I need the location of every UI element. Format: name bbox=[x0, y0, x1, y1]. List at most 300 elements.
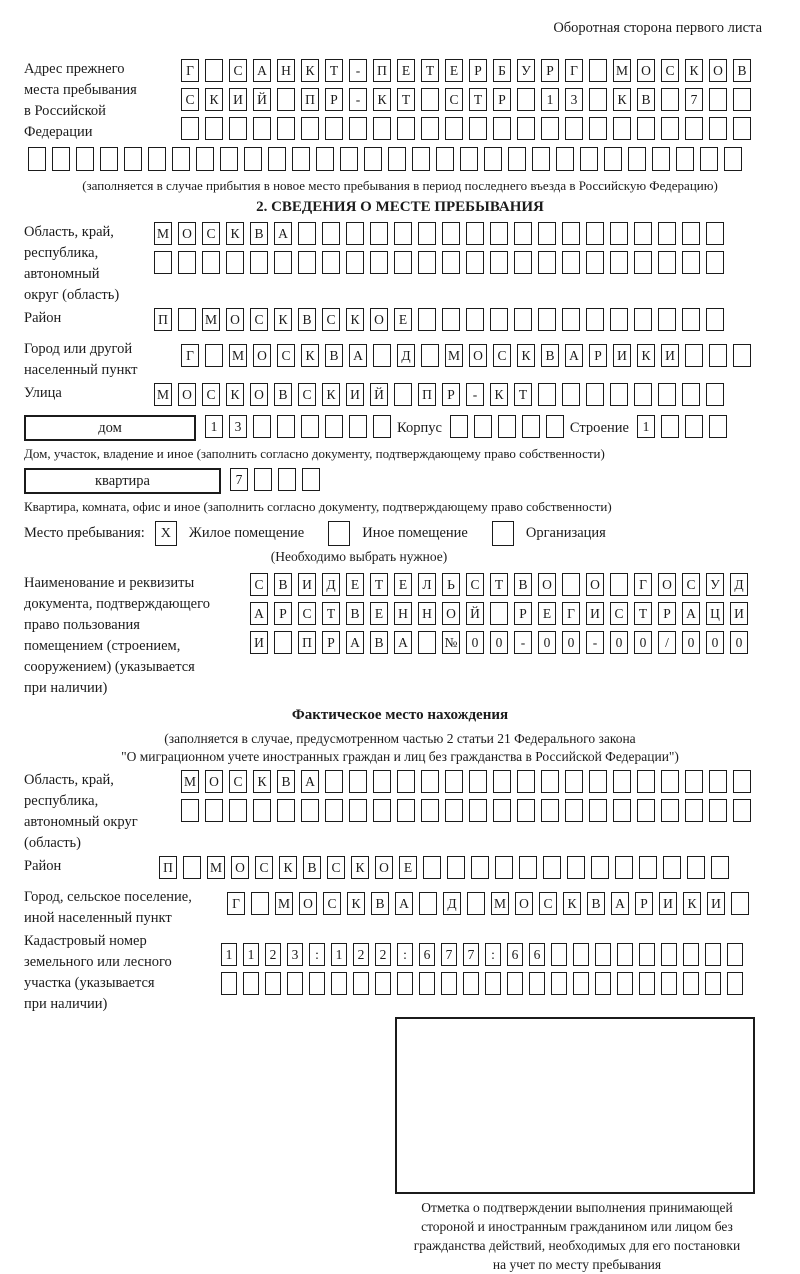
char-box[interactable]: С bbox=[610, 602, 628, 625]
char-box[interactable] bbox=[292, 147, 310, 171]
char-box[interactable] bbox=[676, 147, 694, 171]
char-box[interactable]: С bbox=[202, 222, 220, 245]
char-box[interactable] bbox=[727, 943, 743, 966]
char-box[interactable]: С bbox=[322, 308, 340, 331]
char-box[interactable] bbox=[397, 117, 415, 140]
char-box[interactable] bbox=[705, 972, 721, 995]
char-box[interactable]: П bbox=[373, 59, 391, 82]
char-box[interactable] bbox=[709, 117, 727, 140]
char-box[interactable] bbox=[565, 117, 583, 140]
char-box[interactable]: В bbox=[274, 573, 292, 596]
char-box[interactable] bbox=[709, 88, 727, 111]
char-box[interactable] bbox=[421, 344, 439, 367]
char-box[interactable] bbox=[397, 799, 415, 822]
char-box[interactable]: 0 bbox=[610, 631, 628, 654]
char-box[interactable] bbox=[373, 117, 391, 140]
char-box[interactable]: Т bbox=[490, 573, 508, 596]
char-box[interactable]: К bbox=[226, 222, 244, 245]
char-box[interactable] bbox=[277, 415, 295, 438]
char-box[interactable]: Ь bbox=[442, 573, 460, 596]
char-box[interactable]: 0 bbox=[490, 631, 508, 654]
char-box[interactable] bbox=[541, 799, 559, 822]
char-box[interactable]: И bbox=[346, 383, 364, 406]
char-box[interactable]: Й bbox=[466, 602, 484, 625]
char-box[interactable] bbox=[610, 308, 628, 331]
char-box[interactable] bbox=[517, 799, 535, 822]
char-box[interactable]: Е bbox=[538, 602, 556, 625]
char-box[interactable] bbox=[661, 415, 679, 438]
char-box[interactable]: 1 bbox=[205, 415, 223, 438]
char-box[interactable]: А bbox=[394, 631, 412, 654]
char-box[interactable] bbox=[705, 943, 721, 966]
char-box[interactable]: Г bbox=[227, 892, 245, 915]
char-box[interactable] bbox=[287, 972, 303, 995]
char-box[interactable]: : bbox=[485, 943, 501, 966]
char-box[interactable]: Н bbox=[277, 59, 295, 82]
char-box[interactable] bbox=[514, 251, 532, 274]
char-box[interactable]: Г bbox=[562, 602, 580, 625]
house-box[interactable]: дом bbox=[24, 415, 196, 441]
char-box[interactable] bbox=[466, 251, 484, 274]
char-box[interactable]: 7 bbox=[230, 468, 248, 491]
char-box[interactable] bbox=[373, 344, 391, 367]
char-box[interactable]: М bbox=[275, 892, 293, 915]
char-box[interactable]: Р bbox=[274, 602, 292, 625]
char-box[interactable]: - bbox=[349, 59, 367, 82]
char-box[interactable] bbox=[637, 770, 655, 793]
char-box[interactable] bbox=[661, 972, 677, 995]
char-box[interactable]: 6 bbox=[529, 943, 545, 966]
char-box[interactable]: К bbox=[279, 856, 297, 879]
char-box[interactable]: С bbox=[298, 383, 316, 406]
char-box[interactable] bbox=[709, 799, 727, 822]
char-box[interactable] bbox=[373, 799, 391, 822]
char-box[interactable] bbox=[229, 799, 247, 822]
char-box[interactable]: И bbox=[730, 602, 748, 625]
char-box[interactable]: О bbox=[375, 856, 393, 879]
char-box[interactable] bbox=[529, 972, 545, 995]
char-box[interactable] bbox=[573, 972, 589, 995]
char-box[interactable]: Г bbox=[634, 573, 652, 596]
char-box[interactable] bbox=[274, 631, 292, 654]
char-box[interactable]: О bbox=[469, 344, 487, 367]
char-box[interactable] bbox=[634, 383, 652, 406]
char-box[interactable] bbox=[604, 147, 622, 171]
char-box[interactable] bbox=[617, 972, 633, 995]
char-box[interactable] bbox=[244, 147, 262, 171]
char-box[interactable] bbox=[172, 147, 190, 171]
char-box[interactable]: С bbox=[277, 344, 295, 367]
char-box[interactable] bbox=[340, 147, 358, 171]
char-box[interactable] bbox=[349, 415, 367, 438]
char-box[interactable]: А bbox=[301, 770, 319, 793]
char-box[interactable] bbox=[394, 383, 412, 406]
char-box[interactable]: С bbox=[466, 573, 484, 596]
char-box[interactable]: О bbox=[250, 383, 268, 406]
char-box[interactable] bbox=[412, 147, 430, 171]
char-box[interactable]: О bbox=[442, 602, 460, 625]
char-box[interactable]: У bbox=[706, 573, 724, 596]
char-box[interactable] bbox=[731, 892, 749, 915]
char-box[interactable]: К bbox=[205, 88, 223, 111]
char-box[interactable]: 2 bbox=[353, 943, 369, 966]
char-box[interactable] bbox=[733, 117, 751, 140]
char-box[interactable] bbox=[532, 147, 550, 171]
char-box[interactable] bbox=[421, 770, 439, 793]
char-box[interactable] bbox=[658, 222, 676, 245]
char-box[interactable]: А bbox=[611, 892, 629, 915]
char-box[interactable] bbox=[711, 856, 729, 879]
char-box[interactable] bbox=[265, 972, 281, 995]
char-box[interactable] bbox=[485, 972, 501, 995]
char-box[interactable] bbox=[682, 383, 700, 406]
char-box[interactable]: Р bbox=[635, 892, 653, 915]
char-box[interactable] bbox=[661, 943, 677, 966]
char-box[interactable]: 0 bbox=[466, 631, 484, 654]
char-box[interactable]: 0 bbox=[538, 631, 556, 654]
char-box[interactable]: А bbox=[395, 892, 413, 915]
char-box[interactable] bbox=[253, 799, 271, 822]
char-box[interactable] bbox=[709, 770, 727, 793]
char-box[interactable] bbox=[301, 415, 319, 438]
char-box[interactable]: Т bbox=[469, 88, 487, 111]
char-box[interactable]: А bbox=[274, 222, 292, 245]
char-box[interactable]: Т bbox=[514, 383, 532, 406]
char-box[interactable] bbox=[221, 972, 237, 995]
char-box[interactable] bbox=[733, 88, 751, 111]
char-box[interactable] bbox=[349, 799, 367, 822]
char-box[interactable] bbox=[183, 856, 201, 879]
char-box[interactable] bbox=[573, 943, 589, 966]
char-box[interactable]: М bbox=[207, 856, 225, 879]
char-box[interactable]: И bbox=[661, 344, 679, 367]
char-box[interactable]: О bbox=[178, 222, 196, 245]
char-box[interactable] bbox=[469, 770, 487, 793]
char-box[interactable] bbox=[639, 856, 657, 879]
char-box[interactable] bbox=[683, 943, 699, 966]
char-box[interactable]: Д bbox=[730, 573, 748, 596]
char-box[interactable]: - bbox=[349, 88, 367, 111]
char-box[interactable]: М bbox=[181, 770, 199, 793]
char-box[interactable]: С bbox=[539, 892, 557, 915]
char-box[interactable] bbox=[229, 117, 247, 140]
char-box[interactable] bbox=[442, 251, 460, 274]
char-box[interactable] bbox=[250, 251, 268, 274]
char-box[interactable]: 7 bbox=[685, 88, 703, 111]
char-box[interactable]: К bbox=[322, 383, 340, 406]
char-box[interactable] bbox=[685, 415, 703, 438]
char-box[interactable] bbox=[706, 383, 724, 406]
char-box[interactable]: Т bbox=[322, 602, 340, 625]
char-box[interactable] bbox=[538, 308, 556, 331]
char-box[interactable] bbox=[277, 799, 295, 822]
char-box[interactable]: Е bbox=[397, 59, 415, 82]
char-box[interactable]: В bbox=[637, 88, 655, 111]
char-box[interactable]: 0 bbox=[682, 631, 700, 654]
char-box[interactable] bbox=[617, 943, 633, 966]
char-box[interactable] bbox=[423, 856, 441, 879]
char-box[interactable]: И bbox=[613, 344, 631, 367]
char-box[interactable]: П bbox=[418, 383, 436, 406]
char-box[interactable] bbox=[445, 770, 463, 793]
char-box[interactable]: О bbox=[586, 573, 604, 596]
char-box[interactable]: 1 bbox=[331, 943, 347, 966]
char-box[interactable]: С bbox=[229, 59, 247, 82]
char-box[interactable]: А bbox=[253, 59, 271, 82]
char-box[interactable]: В bbox=[587, 892, 605, 915]
char-box[interactable] bbox=[685, 117, 703, 140]
char-box[interactable] bbox=[514, 222, 532, 245]
char-box[interactable]: 3 bbox=[229, 415, 247, 438]
char-box[interactable] bbox=[538, 222, 556, 245]
char-box[interactable] bbox=[733, 799, 751, 822]
char-box[interactable] bbox=[610, 222, 628, 245]
char-box[interactable]: Г bbox=[181, 344, 199, 367]
char-box[interactable] bbox=[493, 799, 511, 822]
char-box[interactable]: В bbox=[274, 383, 292, 406]
char-box[interactable]: Д bbox=[397, 344, 415, 367]
char-box[interactable] bbox=[205, 59, 223, 82]
char-box[interactable] bbox=[469, 799, 487, 822]
char-box[interactable]: О bbox=[253, 344, 271, 367]
char-box[interactable] bbox=[661, 88, 679, 111]
char-box[interactable]: 2 bbox=[265, 943, 281, 966]
char-box[interactable]: 0 bbox=[706, 631, 724, 654]
char-box[interactable]: С bbox=[202, 383, 220, 406]
char-box[interactable] bbox=[205, 799, 223, 822]
char-box[interactable] bbox=[658, 308, 676, 331]
char-box[interactable] bbox=[610, 251, 628, 274]
char-box[interactable] bbox=[508, 147, 526, 171]
char-box[interactable]: М bbox=[491, 892, 509, 915]
char-box[interactable] bbox=[682, 308, 700, 331]
char-box[interactable] bbox=[353, 972, 369, 995]
char-box[interactable]: К bbox=[226, 383, 244, 406]
char-box[interactable]: 3 bbox=[287, 943, 303, 966]
char-box[interactable] bbox=[733, 770, 751, 793]
char-box[interactable] bbox=[364, 147, 382, 171]
char-box[interactable]: К bbox=[637, 344, 655, 367]
char-box[interactable]: П bbox=[301, 88, 319, 111]
char-box[interactable] bbox=[682, 251, 700, 274]
char-box[interactable] bbox=[637, 799, 655, 822]
char-box[interactable] bbox=[724, 147, 742, 171]
char-box[interactable]: Г bbox=[565, 59, 583, 82]
char-box[interactable]: О bbox=[226, 308, 244, 331]
char-box[interactable]: С bbox=[298, 602, 316, 625]
char-box[interactable]: 2 bbox=[375, 943, 391, 966]
char-box[interactable]: В bbox=[298, 308, 316, 331]
char-box[interactable] bbox=[551, 943, 567, 966]
char-box[interactable] bbox=[484, 147, 502, 171]
char-box[interactable]: В bbox=[325, 344, 343, 367]
char-box[interactable] bbox=[205, 344, 223, 367]
char-box[interactable]: К bbox=[301, 344, 319, 367]
char-box[interactable] bbox=[562, 383, 580, 406]
char-box[interactable] bbox=[253, 117, 271, 140]
char-box[interactable]: 1 bbox=[243, 943, 259, 966]
char-box[interactable] bbox=[421, 88, 439, 111]
char-box[interactable]: Е bbox=[445, 59, 463, 82]
char-box[interactable]: О bbox=[658, 573, 676, 596]
char-box[interactable] bbox=[178, 308, 196, 331]
char-box[interactable] bbox=[567, 856, 585, 879]
char-box[interactable] bbox=[589, 88, 607, 111]
char-box[interactable]: К bbox=[373, 88, 391, 111]
char-box[interactable]: С bbox=[682, 573, 700, 596]
char-box[interactable] bbox=[447, 856, 465, 879]
char-box[interactable]: Р bbox=[325, 88, 343, 111]
char-box[interactable] bbox=[543, 856, 561, 879]
char-box[interactable] bbox=[100, 147, 118, 171]
char-box[interactable]: Р bbox=[469, 59, 487, 82]
char-box[interactable] bbox=[418, 251, 436, 274]
char-box[interactable]: В bbox=[371, 892, 389, 915]
char-box[interactable] bbox=[349, 117, 367, 140]
char-box[interactable]: С bbox=[250, 573, 268, 596]
char-box[interactable] bbox=[316, 147, 334, 171]
char-box[interactable] bbox=[418, 222, 436, 245]
char-box[interactable] bbox=[706, 308, 724, 331]
char-box[interactable] bbox=[268, 147, 286, 171]
char-box[interactable]: К bbox=[613, 88, 631, 111]
char-box[interactable] bbox=[325, 799, 343, 822]
char-box[interactable] bbox=[277, 88, 295, 111]
char-box[interactable] bbox=[419, 972, 435, 995]
char-box[interactable]: П bbox=[298, 631, 316, 654]
char-box[interactable]: О bbox=[370, 308, 388, 331]
char-box[interactable]: Б bbox=[493, 59, 511, 82]
char-box[interactable] bbox=[421, 799, 439, 822]
apartment-box[interactable]: квартира bbox=[24, 468, 221, 494]
char-box[interactable]: Л bbox=[418, 573, 436, 596]
char-box[interactable]: О bbox=[178, 383, 196, 406]
char-box[interactable]: Р bbox=[658, 602, 676, 625]
char-box[interactable]: В bbox=[250, 222, 268, 245]
char-box[interactable]: - bbox=[466, 383, 484, 406]
char-box[interactable] bbox=[490, 222, 508, 245]
char-box[interactable] bbox=[302, 468, 320, 491]
char-box[interactable] bbox=[700, 147, 718, 171]
char-box[interactable] bbox=[301, 799, 319, 822]
char-box[interactable] bbox=[727, 972, 743, 995]
char-box[interactable] bbox=[148, 147, 166, 171]
char-box[interactable] bbox=[202, 251, 220, 274]
char-box[interactable] bbox=[589, 117, 607, 140]
char-box[interactable]: П bbox=[159, 856, 177, 879]
char-box[interactable]: О bbox=[637, 59, 655, 82]
char-box[interactable] bbox=[226, 251, 244, 274]
char-box[interactable]: 7 bbox=[441, 943, 457, 966]
char-box[interactable]: С bbox=[250, 308, 268, 331]
char-box[interactable]: М bbox=[229, 344, 247, 367]
char-box[interactable] bbox=[441, 972, 457, 995]
char-box[interactable] bbox=[346, 222, 364, 245]
char-box[interactable]: 3 bbox=[565, 88, 583, 111]
char-box[interactable]: 1 bbox=[541, 88, 559, 111]
char-box[interactable] bbox=[562, 308, 580, 331]
char-box[interactable] bbox=[683, 972, 699, 995]
char-box[interactable] bbox=[490, 602, 508, 625]
char-box[interactable]: 0 bbox=[634, 631, 652, 654]
char-box[interactable] bbox=[460, 147, 478, 171]
char-box[interactable] bbox=[661, 117, 679, 140]
char-box[interactable]: Р bbox=[322, 631, 340, 654]
char-box[interactable]: И bbox=[586, 602, 604, 625]
char-box[interactable]: М bbox=[202, 308, 220, 331]
char-box[interactable] bbox=[442, 222, 460, 245]
char-box[interactable] bbox=[445, 799, 463, 822]
char-box[interactable] bbox=[546, 415, 564, 438]
char-box[interactable] bbox=[309, 972, 325, 995]
checkbox-organization[interactable] bbox=[492, 521, 514, 546]
char-box[interactable] bbox=[493, 117, 511, 140]
char-box[interactable] bbox=[419, 892, 437, 915]
char-box[interactable] bbox=[331, 972, 347, 995]
char-box[interactable] bbox=[538, 251, 556, 274]
char-box[interactable] bbox=[706, 222, 724, 245]
char-box[interactable] bbox=[613, 799, 631, 822]
char-box[interactable] bbox=[124, 147, 142, 171]
char-box[interactable]: 0 bbox=[730, 631, 748, 654]
char-box[interactable]: № bbox=[442, 631, 460, 654]
checkbox-other-premises[interactable] bbox=[328, 521, 350, 546]
char-box[interactable] bbox=[278, 468, 296, 491]
char-box[interactable] bbox=[178, 251, 196, 274]
char-box[interactable]: С bbox=[493, 344, 511, 367]
char-box[interactable]: Р bbox=[493, 88, 511, 111]
char-box[interactable] bbox=[562, 573, 580, 596]
char-box[interactable]: Н bbox=[418, 602, 436, 625]
char-box[interactable] bbox=[394, 251, 412, 274]
char-box[interactable] bbox=[471, 856, 489, 879]
char-box[interactable] bbox=[565, 799, 583, 822]
char-box[interactable] bbox=[442, 308, 460, 331]
char-box[interactable]: Е bbox=[394, 573, 412, 596]
char-box[interactable] bbox=[682, 222, 700, 245]
char-box[interactable]: К bbox=[683, 892, 701, 915]
char-box[interactable]: И bbox=[229, 88, 247, 111]
char-box[interactable] bbox=[467, 892, 485, 915]
char-box[interactable] bbox=[522, 415, 540, 438]
char-box[interactable] bbox=[514, 308, 532, 331]
char-box[interactable]: Й bbox=[370, 383, 388, 406]
char-box[interactable]: К bbox=[253, 770, 271, 793]
char-box[interactable]: У bbox=[517, 59, 535, 82]
char-box[interactable] bbox=[580, 147, 598, 171]
char-box[interactable] bbox=[687, 856, 705, 879]
char-box[interactable] bbox=[436, 147, 454, 171]
char-box[interactable]: Ц bbox=[706, 602, 724, 625]
char-box[interactable]: О bbox=[205, 770, 223, 793]
char-box[interactable] bbox=[76, 147, 94, 171]
char-box[interactable] bbox=[370, 222, 388, 245]
char-box[interactable]: С bbox=[255, 856, 273, 879]
char-box[interactable] bbox=[490, 308, 508, 331]
char-box[interactable] bbox=[373, 415, 391, 438]
char-box[interactable] bbox=[661, 799, 679, 822]
char-box[interactable]: С bbox=[661, 59, 679, 82]
char-box[interactable] bbox=[298, 251, 316, 274]
char-box[interactable]: А bbox=[250, 602, 268, 625]
char-box[interactable]: В bbox=[277, 770, 295, 793]
char-box[interactable] bbox=[277, 117, 295, 140]
char-box[interactable] bbox=[685, 799, 703, 822]
char-box[interactable] bbox=[301, 117, 319, 140]
char-box[interactable]: М bbox=[154, 222, 172, 245]
char-box[interactable]: И bbox=[250, 631, 268, 654]
char-box[interactable] bbox=[205, 117, 223, 140]
